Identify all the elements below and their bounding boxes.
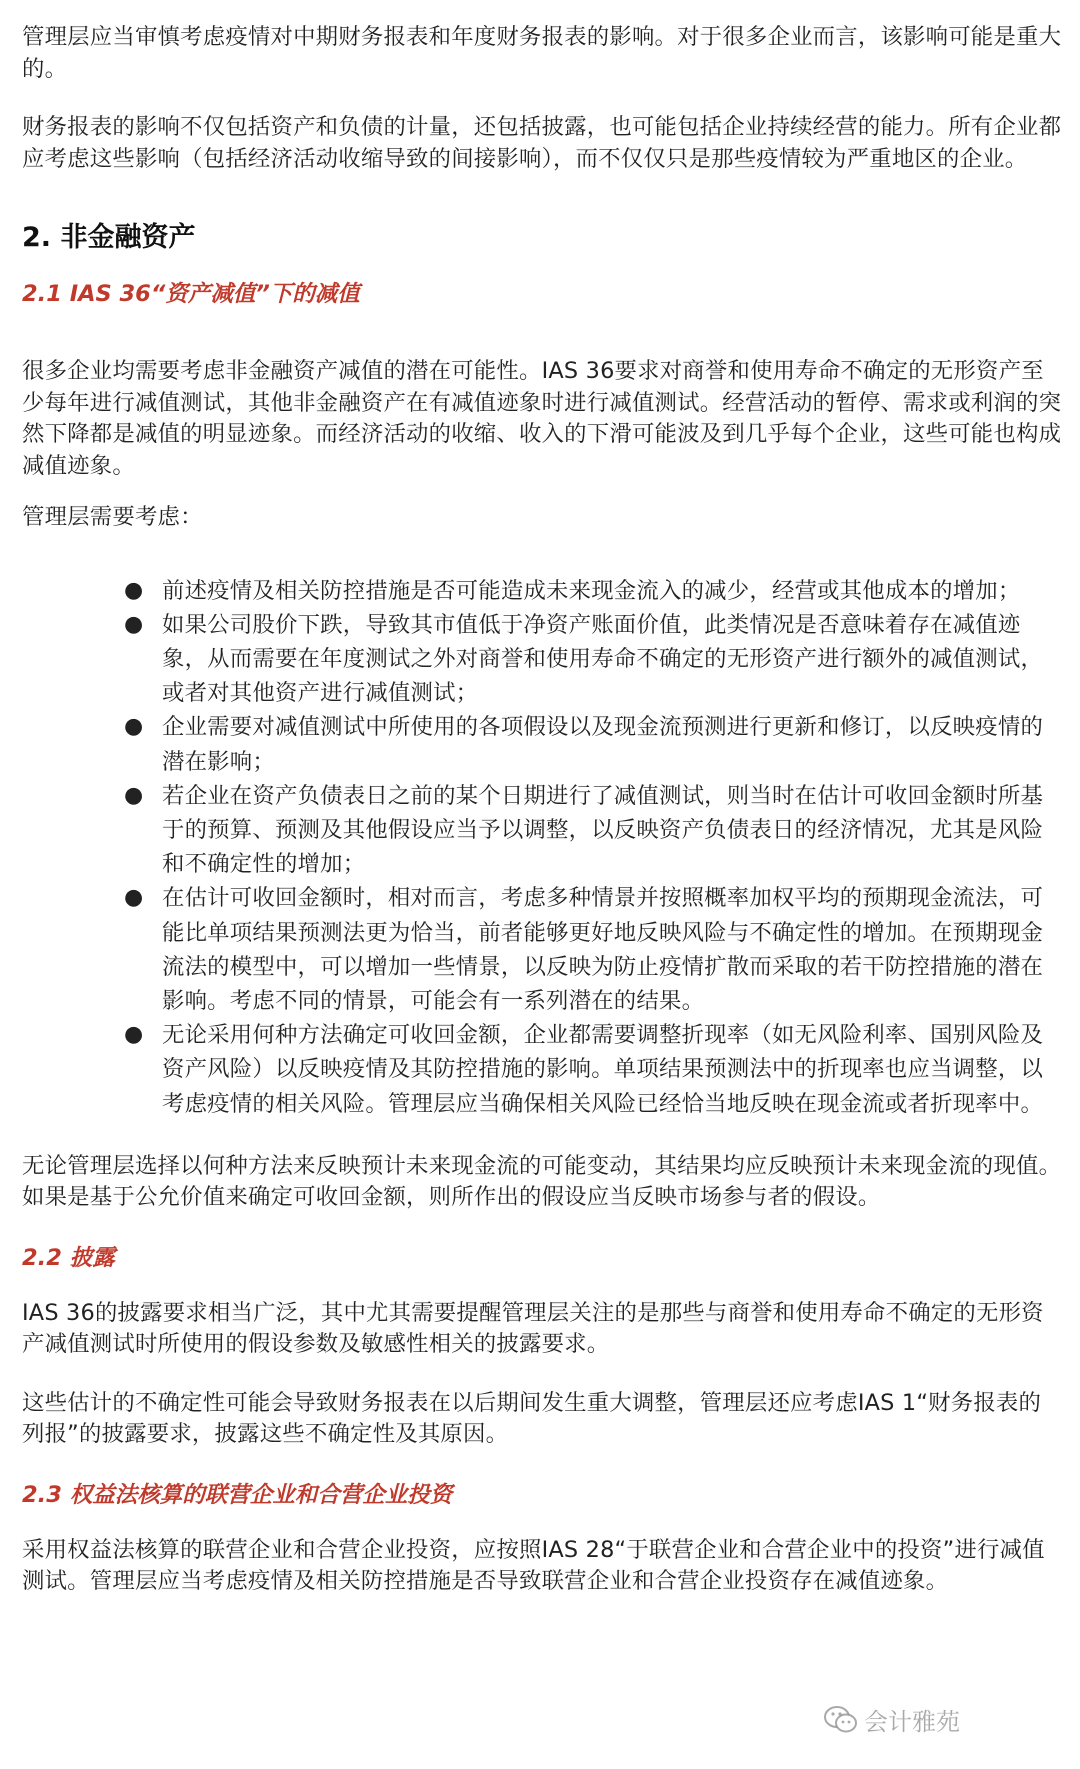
- bullet-icon: ●: [124, 885, 144, 911]
- subsection-heading-2-1: 2.1 IAS 36“资产减值”下的减值: [22, 281, 360, 307]
- list-item: ● 在估计可收回金额时，相对而言，考虑多种情景并按照概率加权平均的预期现金流法，可能比单项结果预测法更为恰当，前者能够更好地反映风险与不确定性的增加。在预期现金流法的模型中，可以增加一些情景，以反映为防止疫情扩散而采取的若干防控措施的潜在影响。考虑不同的情景，可能会有一系列潜在的结果。: [22, 881, 1062, 1018]
- watermark: [824, 1702, 960, 1737]
- disclosure-paragraph-2: 这些估计的不确定性可能会导致财务报表在以后期间发生重大调整，管理层还应考虑IAS 1“财务报表的列报”的披露要求，披露这些不确定性及其原因。: [22, 1389, 1042, 1448]
- considerations-list: [22, 574, 1062, 1121]
- subsection-heading-2-2: 2.2 披露: [22, 1244, 115, 1271]
- wechat-icon: [824, 1705, 858, 1735]
- list-item: ● 若企业在资产负债表日之前的某个日期进行了减值测试，则当时在估计可收回金额时所基于的预算、预测及其他假设应当予以调整，以反映资产负债表日的经济情况，尤其是风险和不确定性的增加；: [22, 779, 1062, 882]
- bullet-icon: ●: [124, 577, 144, 603]
- list-item: ● 前述疫情及相关防控措施是否可能造成未来现金流入的减少，经营或其他成本的增加；: [22, 574, 1062, 608]
- impairment-paragraph: 很多企业均需要考虑非金融资产减值的潜在可能性。IAS 36要求对商誉和使用寿命不确定的无形资产至少每年进行减值测试，其他非金融资产在有减值迹象时进行减值测试。经营活动的暂停、需求或利润的突然下降都是减值的明显迹象。而经济活动的收缩、收入的下滑可能波及到几乎每个企业，这些可能也构成减值迹象。: [22, 358, 1062, 479]
- conclusion-paragraph: 无论管理层选择以何种方法来反映预计未来现金流的可能变动，其结果均应反映预计未来现金流的现值。如果是基于公允价值来确定可收回金额，则所作出的假设应当反映市场参与者的假设。: [22, 1152, 1062, 1211]
- intro-paragraph-2: 财务报表的影响不仅包括资产和负债的计量，还包括披露，也可能包括企业持续经营的能力。所有企业都应考虑这些影响（包括经济活动收缩导致的间接影响），而不仅仅只是那些疫情较为严重地区的企业。: [22, 114, 1062, 172]
- list-item: ● 如果公司股价下跌，导致其市值低于净资产账面价值，此类情况是否意味着存在减值迹象，从而需要在年度测试之外对商誉和使用寿命不确定的无形资产进行额外的减值测试，或者对其他资产进行减值测试；: [22, 608, 1062, 711]
- list-item: ● 无论采用何种方法确定可收回金额，企业都需要调整折现率（如无风险利率、国别风险及资产风险）以反映疫情及其防控措施的影响。单项结果预测法中的折现率也应当调整，以考虑疫情的相关风险。管理层应当确保相关风险已经恰当地反映在现金流或者折现率中。: [22, 1018, 1062, 1121]
- bullet-icon: ●: [124, 1022, 144, 1048]
- bullet-icon: ●: [124, 782, 144, 808]
- subsection-heading-2-3: 2.3 权益法核算的联营企业和合营企业投资: [22, 1481, 453, 1508]
- bullet-icon: ●: [124, 714, 144, 740]
- list-item: ● 企业需要对减值测试中所使用的各项假设以及现金流预测进行更新和修订，以反映疫情的潜在影响；: [22, 710, 1062, 778]
- intro-paragraph-1: 管理层应当审慎考虑疫情对中期财务报表和年度财务报表的影响。对于很多企业而言，该影响可能是重大的。: [22, 24, 1062, 82]
- watermark-text: 会计雅苑: [864, 1708, 960, 1736]
- management-considerations-label: 管理层需要考虑：: [22, 504, 203, 530]
- disclosure-paragraph-1: IAS 36的披露要求相当广泛，其中尤其需要提醒管理层关注的是那些与商誉和使用寿命不确定的无形资产减值测试时所使用的假设参数及敏感性相关的披露要求。: [22, 1299, 1044, 1358]
- article: [22, 22, 1062, 1598]
- section-heading: 2. 非金融资产: [22, 222, 196, 253]
- equity-method-paragraph: 采用权益法核算的联营企业和合营企业投资，应按照IAS 28“于联营企业和合营企业中的投资”进行减值测试。管理层应当考虑疫情及相关防控措施是否导致联营企业和合营企业投资存在减值迹象。: [22, 1536, 1045, 1595]
- bullet-icon: ●: [124, 611, 144, 637]
